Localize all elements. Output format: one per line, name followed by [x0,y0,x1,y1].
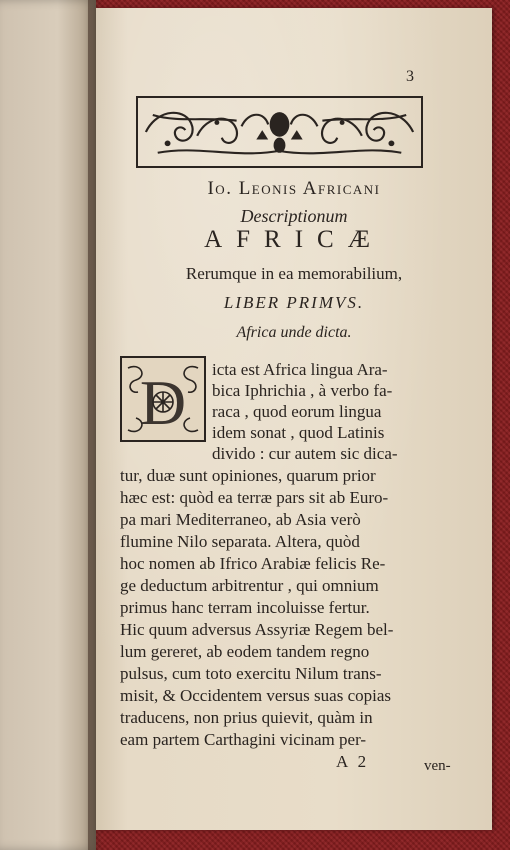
signature-mark: A 2 [336,752,370,771]
body-line: idem sonat , quod Latinis [212,423,385,442]
body-line: pulsus, cum toto exercitu Nilum trans- [120,664,382,683]
book-one-heading: LIBER PRIMVS. [223,293,365,312]
subtitle-line: Rerumque in ea memorabilium, [185,264,403,283]
body-line: flumine Nilo separata. Altera, quòd [120,532,360,551]
page-number: 3 [406,68,414,85]
body-line: pa mari Mediterraneo, ab Asia verò [120,510,361,529]
title-africae: AFRICÆ [204,226,384,253]
body-line: traducens, non prius quievit, quàm in [120,708,373,727]
section-caption: Africa unde dicta. [236,324,352,341]
catchword: ven- [424,758,451,774]
initial-ornament-icon [122,358,204,440]
body-line: Hic quum adversus Assyriæ Regem bel- [120,620,394,639]
ornamental-headpiece [136,96,423,168]
body-line: eam partem Carthagini vicinam per- [120,730,367,749]
body-line: tur, duæ sunt opiniones, quarum prior [120,466,376,485]
body-line: icta est Africa lingua Ara- [212,360,388,379]
body-line: misit, & Occidentem versus suas copias [120,686,392,705]
author-line: Io. Leonis Africani [207,178,381,199]
book-page [96,8,492,830]
body-line: bica Iphrichia , à verbo fa- [212,381,393,400]
decorated-initial [120,356,206,442]
left-page-edge [0,0,96,850]
initial-letter: D [139,367,187,438]
body-line: hoc nomen ab Ifrico Arabiæ felicis Re- [120,554,386,573]
body-line: hæc est: quòd ea terræ pars sit ab Euro- [120,488,389,507]
body-line: ge deductum arbitrentur , qui omnium [120,576,379,595]
body-line: divido : cur autem sic dica- [212,444,398,463]
body-line: lum gereret, ab eodem tandem regno [120,642,370,661]
body-line: primus hanc terram incoluisse fertur. [120,598,370,617]
description-line: Descriptionum [240,206,348,226]
body-line: raca , quod eorum lingua [212,402,382,421]
